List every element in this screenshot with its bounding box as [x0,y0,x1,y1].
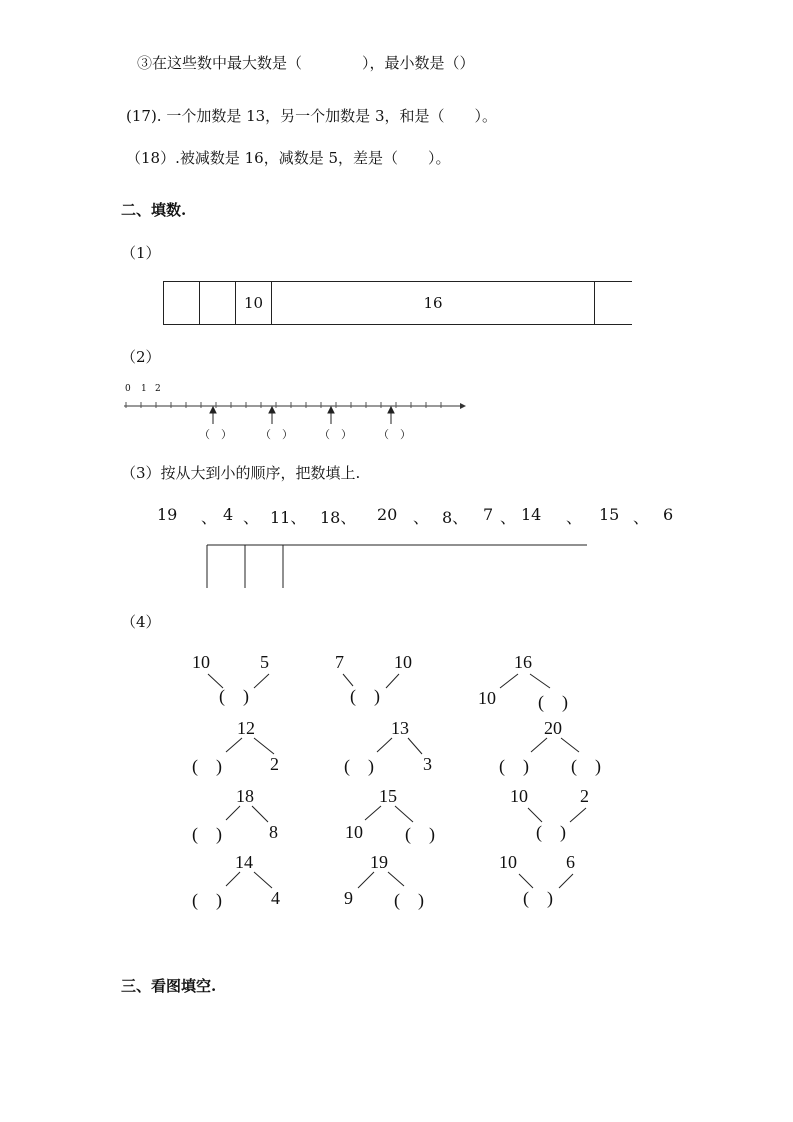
number-bond-split [190,718,330,778]
bond-part: 6 [566,852,575,872]
bond-blank[interactable]: ( ) [405,824,435,844]
bond-whole: 13 [391,718,409,738]
number-bond-combine [333,652,473,712]
bond-blank[interactable]: ( ) [192,890,222,910]
tick-label: 0 [125,384,131,394]
bond-blank[interactable]: ( ) [394,890,424,910]
number-bond-combine [190,652,330,712]
part-1-label: （1） [121,244,161,262]
answer-blank[interactable]: （ ） [199,428,232,441]
sort-number: 6 [663,505,674,524]
sort-answer-boxes[interactable] [205,544,590,590]
sort-number: 7 [483,505,494,524]
bond-blank[interactable]: ( ) [344,756,374,776]
bond-part: 9 [344,888,353,908]
separator: 、 [201,508,218,527]
bond-blank[interactable]: ( ) [571,756,601,776]
bond-whole: 16 [514,652,532,672]
question-17-line: (17). 一个加数是 13，另一个加数是 3，和是（ ）。 [126,107,497,125]
number-bond-combine [508,786,648,846]
bond-whole: 14 [235,852,253,872]
sort-number: 20 [377,505,398,524]
bond-part: 3 [423,754,432,774]
bond-blank[interactable]: ( ) [219,686,249,706]
bond-blank[interactable]: ( ) [350,686,380,706]
part-4-label: （4） [121,613,161,631]
separator: 、 [243,508,260,527]
number-box[interactable] [199,281,236,325]
bond-blank[interactable]: ( ) [192,824,222,844]
sort-number: 18、 [320,508,357,527]
number-box: 16 [271,281,595,325]
separator: 、 [633,508,650,527]
number-box[interactable] [594,281,632,325]
answer-blank[interactable]: （ ） [378,428,411,441]
tick-label: 2 [155,384,161,394]
separator: 、 [566,508,583,527]
sort-number: 8、 [442,508,469,527]
bond-part: 10 [345,822,363,842]
bond-part: 8 [269,822,278,842]
number-box[interactable] [163,281,200,325]
bond-blank[interactable]: ( ) [536,822,566,842]
number-box: 10 [235,281,272,325]
sort-number: 11、 [270,508,307,527]
bond-part: 7 [335,652,344,672]
bond-part: 10 [510,786,528,806]
bond-blank[interactable]: ( ) [499,756,529,776]
bond-whole: 19 [370,852,388,872]
sort-number: 15 [599,505,620,524]
part-2-label: （2） [121,348,161,366]
tick-label: 1 [141,384,147,394]
question-3-line: ③在这些数中最大数是（ ），最小数是（） [137,54,475,72]
bond-part: 2 [580,786,589,806]
number-bond-split [342,718,482,778]
separator: 、 [500,508,517,527]
number-bond-combine [499,852,639,912]
section-2-title: 二、填数. [121,201,187,219]
part-3-label: （3）按从大到小的顺序，把数填上. [121,464,361,482]
answer-blank[interactable]: （ ） [260,428,293,441]
number-bond-split [343,786,483,846]
number-line [120,396,480,436]
bond-whole: 20 [544,718,562,738]
bond-blank[interactable]: ( ) [523,888,553,908]
sort-number: 4 [223,505,234,524]
bond-whole: 12 [237,718,255,738]
bond-part: 10 [394,652,412,672]
bond-whole: 15 [379,786,397,806]
bond-blank[interactable]: ( ) [538,692,568,712]
bond-part: 10 [192,652,210,672]
numbers-to-sort [157,505,687,527]
number-bond-split [478,652,618,712]
number-bond-split [190,852,330,912]
question-18-line: （18）.被减数是 16，减数是 5，差是（ ）。 [126,149,451,167]
answer-blank[interactable]: （ ） [319,428,352,441]
separator: 、 [413,508,430,527]
bond-part: 2 [270,754,279,774]
sort-number: 14 [521,505,542,524]
number-bond-split [190,786,330,846]
bond-whole: 18 [236,786,254,806]
bond-blank[interactable]: ( ) [192,756,222,776]
section-3-title: 三、看图填空. [121,977,217,995]
bond-part: 10 [478,688,496,708]
number-bond-split [344,852,484,912]
sort-number: 19 [157,505,178,524]
bond-part: 4 [271,888,280,908]
bond-part: 5 [260,652,269,672]
number-bond-split [497,718,637,778]
bond-part: 10 [499,852,517,872]
